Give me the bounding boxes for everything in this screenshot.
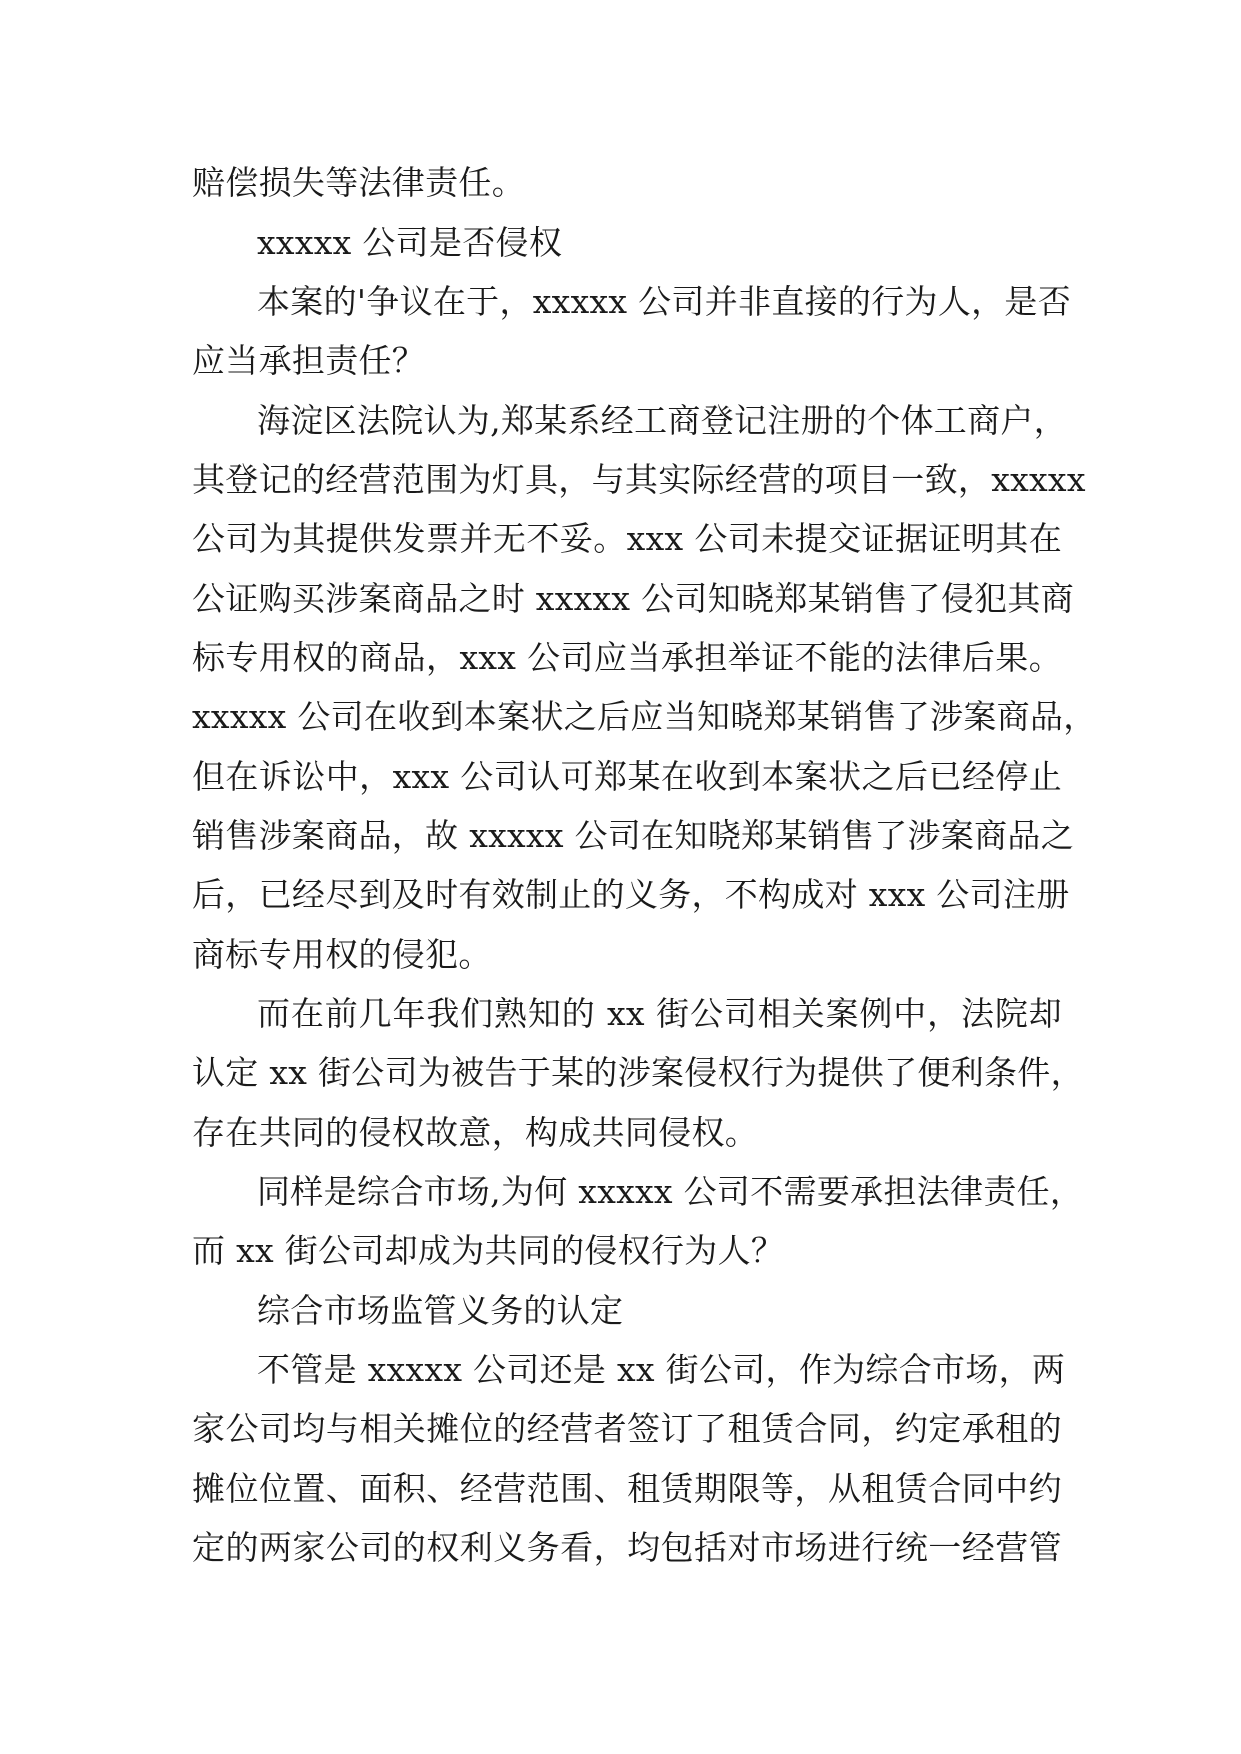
text-line: 定的两家公司的权利义务看，均包括对市场进行统一经营管 — [192, 1528, 1062, 1567]
text-line: 家公司均与相关摊位的经营者签订了租赁合同，约定承租的 — [192, 1409, 1062, 1448]
text-line: 不管是 xxxxx 公司还是 xx 街公司，作为综合市场，两 — [257, 1350, 1066, 1389]
section-heading: 综合市场监管义务的认定 — [257, 1291, 624, 1330]
text-line: 存在共同的侵权故意，构成共同侵权。 — [192, 1113, 759, 1152]
text-line: 但在诉讼中，xxx 公司认可郑某在收到本案状之后已经停止 — [192, 757, 1062, 796]
text-line: 标专用权的商品，xxx 公司应当承担举证不能的法律后果。 — [192, 638, 1062, 677]
text-line: 应当承担责任？ — [192, 341, 426, 380]
text-line: 公司为其提供发票并无不妥。xxx 公司未提交证据证明其在 — [192, 519, 1062, 558]
text-line: 而在前几年我们熟知的 xx 街公司相关案例中，法院却 — [257, 994, 1062, 1033]
text-line: 海淀区法院认为,郑某系经工商登记注册的个体工商户， — [257, 401, 1067, 440]
text-line: 而 xx 街公司却成为共同的侵权行为人？ — [192, 1231, 785, 1270]
text-line: 摊位位置、面积、经营范围、租赁期限等，从租赁合同中约 — [192, 1469, 1062, 1508]
text-line: 商标专用权的侵犯。 — [192, 935, 492, 974]
text-line: xxxxx 公司在收到本案状之后应当知晓郑某销售了涉案商品， — [192, 697, 1097, 736]
text-line: 销售涉案商品，故 xxxxx 公司在知晓郑某销售了涉案商品之 — [192, 816, 1075, 855]
text-line: 同样是综合市场,为何 xxxxx 公司不需要承担法律责任， — [257, 1172, 1084, 1211]
text-line: 赔偿损失等法律责任。 — [192, 163, 525, 202]
text-line: 其登记的经营范围为灯具，与其实际经营的项目一致，xxxxx — [192, 460, 1086, 499]
text-line: 后，已经尽到及时有效制止的义务，不构成对 xxx 公司注册 — [192, 875, 1070, 914]
section-heading: xxxxx 公司是否侵权 — [257, 223, 563, 262]
text-line: 认定 xx 街公司为被告于某的涉案侵权行为提供了便利条件， — [192, 1053, 1084, 1092]
text-line: 公证购买涉案商品之时 xxxxx 公司知晓郑某销售了侵犯其商 — [192, 579, 1075, 618]
text-line: 本案的'争议在于，xxxxx 公司并非直接的行为人，是否 — [257, 282, 1072, 321]
